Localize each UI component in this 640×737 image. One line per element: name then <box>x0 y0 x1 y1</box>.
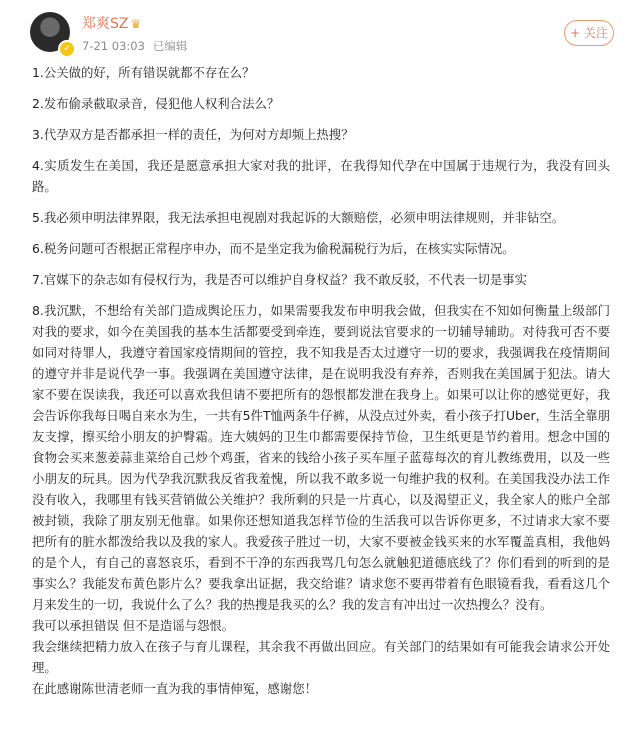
post-paragraph: 7.官媒下的杂志如有侵权行为，我是否可以维护自身权益？我不敢反驳，不代表一切是事实 <box>32 272 528 287</box>
verified-badge-icon: ✓ <box>58 40 76 58</box>
username[interactable]: 郑爽SZ <box>82 16 129 32</box>
post-paragraph: 在此感谢陈世清老师一直为我的事情伸冤，感谢您！ <box>32 681 317 696</box>
post-paragraph: 我会继续把精力放入在孩子与育儿课程，其余我不再做出回应。有关部门的结果如有可能我会请求公开处理。 <box>32 639 610 675</box>
post-paragraph: 6.税务问题可否根据正常程序申办，而不是坐定我为偷税漏税行为后，在核实实际情况。 <box>32 241 515 256</box>
post-paragraph: 我可以承担错误 但不是造谣与怨恨。 <box>32 618 235 633</box>
post-date: 7-21 03:03 <box>82 39 145 53</box>
post-paragraph: 1.公关做的好，所有错误就都不存在么？ <box>32 65 255 80</box>
post-paragraph: 4.实质发生在美国，我还是愿意承担大家对我的批评，在我得知代孕在中国属于违规行为，我没有回头路。 <box>32 158 610 194</box>
post-paragraph: 5.我必须申明法律界限，我无法承担电视剧对我起诉的大额赔偿，必须申明法律规则，并非钻空。 <box>32 210 565 225</box>
username-line[interactable] <box>82 13 141 33</box>
post-meta <box>82 38 187 54</box>
edited-label: 已编辑 <box>152 39 188 53</box>
post-paragraph: 3.代孕双方是否都承担一样的责任，为何对方却频上热搜？ <box>32 127 354 142</box>
post-content <box>32 62 610 699</box>
post-paragraph: 8.我沉默，不想给有关部门造成舆论压力，如果需要我发布申明我会做，但我实在不知如何衡量上级部门对我的要求，如今在美国我的基本生活都要受到牵连，要到说法官要求的一切辅导辅助。对待我可否不要如同对待罪人，我遵守着国家疫情期间的管控，我不知我是否太过遵守一切的要求，我强调我在疫情期间的遵守并非是说代孕一事。我强调在美国遵守法律，是在说明我没有弃养，否则我在美国属于犯法。请大家不要在误读我，我还可以喜欢我但请不要把所有的怨恨都发泄在我身上。如果可以让你的感觉更好，我会告诉你我每日喝自来水为生，一共有5件T恤两条牛仔裤，从没点过外卖，看小孩子打Uber，生活全靠朋友支撑，擦买给小朋友的护臀霜。连大姨妈的卫生巾都需要保持节俭，卫生纸更是节约着用。想念中国的食物会买来葱姜蒜韭菜给自己炒个鸡蛋，省来的钱给小孩子买车厘子蓝莓每次的育儿教练费用，以及一些小朋友的玩具。因为代孕我沉默我反省我羞愧，所以我不敢多说一句维护我的权利。在美国我没办法工作没有收入，我哪里有钱买营销做公关维护？我所剩的只是一片真心，以及渴望正义，我全家人的账户全部被封锁，我除了朋友别无他靠。如果你还想知道我怎样节俭的生活我可以告诉你更多，不过请求大家不要把所有的脏水都泼给我以及我的家人。我爱孩子胜过一切，大家不要被金钱买来的水军覆盖真相，我他妈的是个人，有自己的喜怒哀乐，看到不干净的东西我骂几句怎么就触犯道德底线了？你们看到的听到的是事实么？我能发布黄色影片么？要我拿出证据，我交给谁？请求您不要再带着有色眼镜看我，看看这几个月来发生的一切，我说什么了么？我的热搜是我买的么？我的发言有冲出过一次热搜么？没有。 <box>32 303 610 612</box>
vip-crown-icon: ♛ <box>130 17 142 31</box>
follow-button[interactable]: + 关注 <box>564 20 614 46</box>
post-paragraph: 2.发布偷录截取录音，侵犯他人权利合法么？ <box>32 96 280 111</box>
post-header <box>0 0 640 62</box>
